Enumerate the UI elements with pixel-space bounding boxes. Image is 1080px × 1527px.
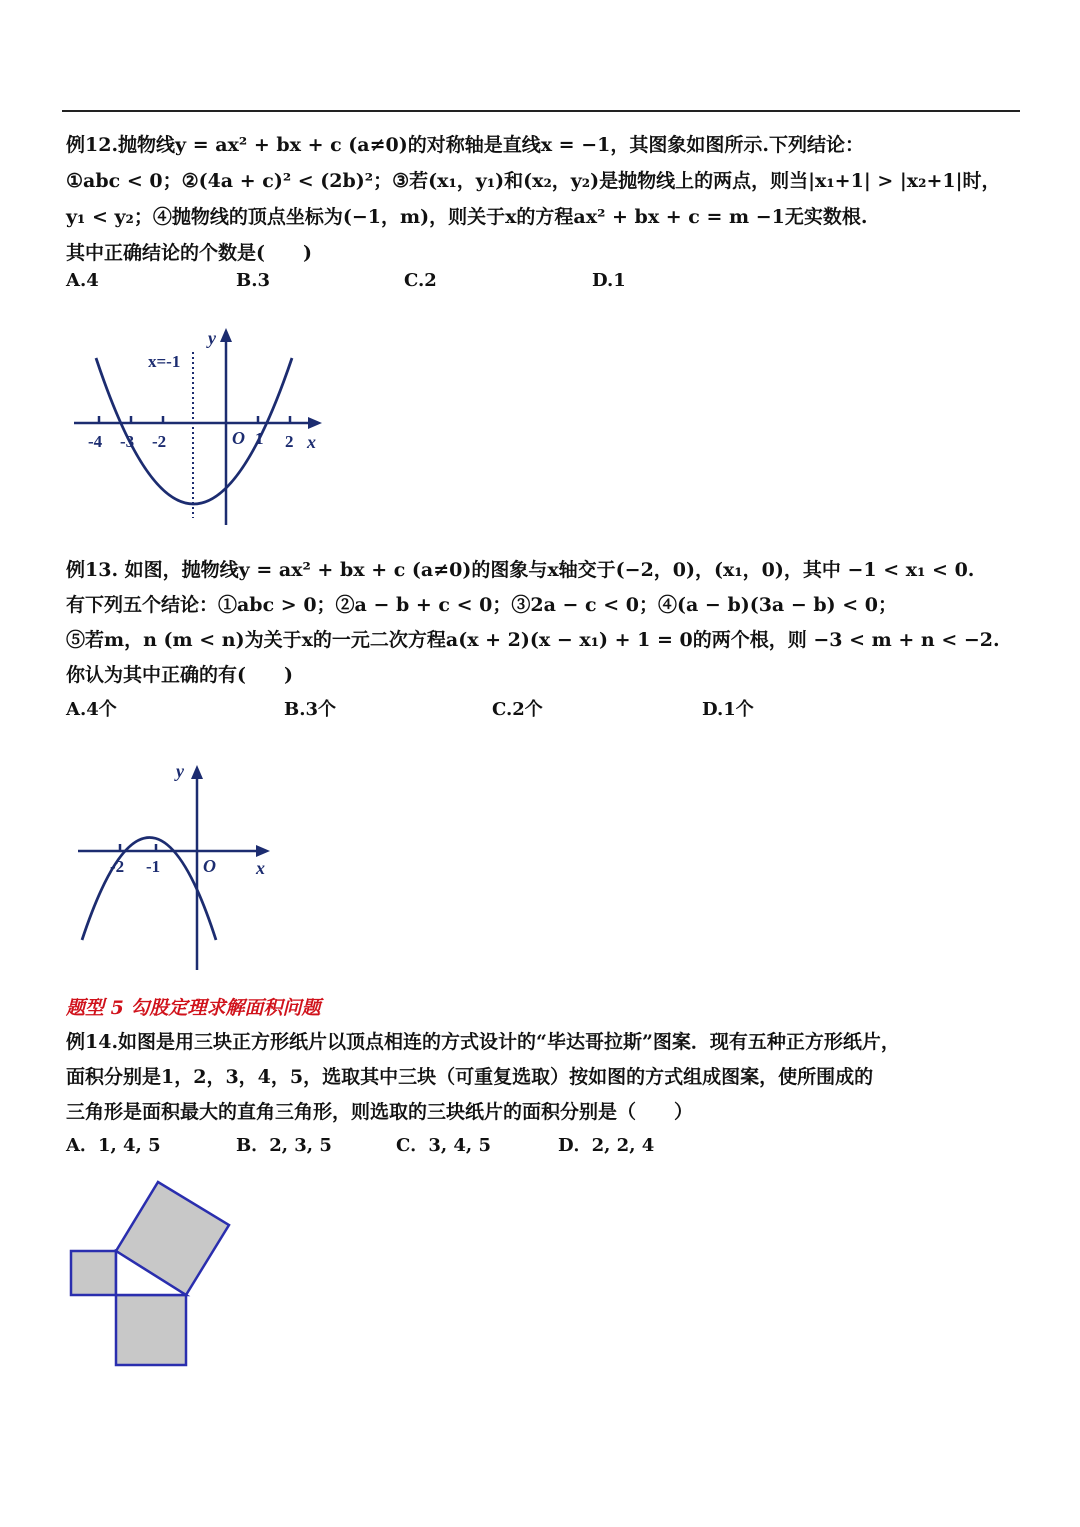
ex13-option-d[interactable]: D.1个 — [702, 699, 754, 720]
ex13-x-arrow — [256, 845, 270, 857]
ex13-option-a[interactable]: A.4个 — [66, 699, 117, 720]
ex13-tick--1: -1 — [146, 857, 161, 876]
ex12-line-2: ①abc < 0；②(4a + c)² < (2b)²；③若(x₁，y₁)和(x₂，y₂)是抛物线上的两点，则当|x₁+1| > |x₂+1|时， — [66, 170, 1001, 192]
ex12-x-arrow — [308, 417, 322, 429]
ex13-line-4: 你认为其中正确的有( ) — [66, 664, 293, 686]
ex14-option-a[interactable]: A．1, 4, 5 — [66, 1135, 161, 1156]
ex12-line-3: y₁ < y₂；④抛物线的顶点坐标为(−1，m)，则关于x的方程ax² + bx + c = m −1无实数根. — [66, 206, 868, 228]
ex13-tick--2: -2 — [110, 857, 125, 876]
ex14-line-3: 三角形是面积最大的直角三角形，则选取的三块纸片的面积分别是（ ） — [66, 1101, 694, 1123]
ex13-origin-label: O — [203, 856, 216, 876]
ex12-x-label: x — [307, 432, 316, 452]
ex13-line-2: 有下列五个结论：①abc > 0；②a − b + c < 0；③2a − c < 0；④(a − b)(3a − b) < 0； — [66, 594, 898, 616]
ex12-origin-label: O — [232, 428, 245, 448]
ex12-y-label: y — [208, 328, 216, 348]
ex12-tick--2: -2 — [152, 432, 167, 451]
ex12-line-4: 其中正确结论的个数是( ) — [66, 242, 312, 264]
pythagoras-squares-figure — [60, 1170, 260, 1380]
ex13-y-arrow — [191, 765, 203, 779]
ex14-line-2: 面积分别是1，2，3，4，5，选取其中三块（可重复选取）按如图的方式组成图案，使所围成的 — [66, 1066, 874, 1088]
ex12-symmetry-label: x=-1 — [148, 352, 181, 371]
ex12-y-arrow — [220, 328, 232, 342]
ex12-parabola-graph — [60, 320, 340, 535]
small-square — [71, 1251, 116, 1295]
ex14-option-b[interactable]: B．2, 3, 5 — [236, 1135, 332, 1156]
ex13-line-1: 例13. 如图，抛物线y = ax² + bx + c (a≠0)的图象与x轴交于(−2，0)，(x₁，0)，其中 −1 < x₁ < 0. — [66, 559, 975, 581]
ex12-tick-2: 2 — [285, 432, 294, 451]
ex14-option-d[interactable]: D．2, 2, 4 — [558, 1135, 655, 1156]
bottom-square — [116, 1295, 186, 1365]
ex12-tick-1: 1 — [255, 429, 264, 448]
ex12-option-a[interactable]: A.4 — [66, 270, 99, 291]
ex13-y-label: y — [176, 761, 184, 781]
ex12-line-1: 例12.抛物线y = ax² + bx + c (a≠0)的对称轴是直线x = −1，其图象如图所示.下列结论： — [66, 134, 864, 156]
ex13-option-b[interactable]: B.3个 — [284, 699, 337, 720]
section-heading: 题型 5 勾股定理求解面积问题 — [66, 997, 321, 1019]
ex12-option-d[interactable]: D.1 — [592, 270, 626, 291]
ex14-option-c[interactable]: C．3, 4, 5 — [396, 1135, 491, 1156]
ex12-option-c[interactable]: C.2 — [404, 270, 437, 291]
ex12-tick--4: -4 — [88, 432, 103, 451]
ex13-x-label: x — [256, 858, 265, 878]
top-rule — [62, 110, 1020, 112]
ex13-line-3: ⑤若m，n (m < n)为关于x的一元二次方程a(x + 2)(x − x₁) + 1 = 0的两个根，则 −3 < m + n < −2. — [66, 629, 1000, 651]
ex13-parabola-graph — [70, 755, 290, 975]
ex12-option-b[interactable]: B.3 — [236, 270, 271, 291]
ex14-line-1: 例14.如图是用三块正方形纸片以顶点相连的方式设计的“毕达哥拉斯”图案．现有五种正方形纸片， — [66, 1031, 900, 1053]
ex13-option-c[interactable]: C.2个 — [492, 699, 543, 720]
ex12-tick--3: -3 — [120, 432, 135, 451]
